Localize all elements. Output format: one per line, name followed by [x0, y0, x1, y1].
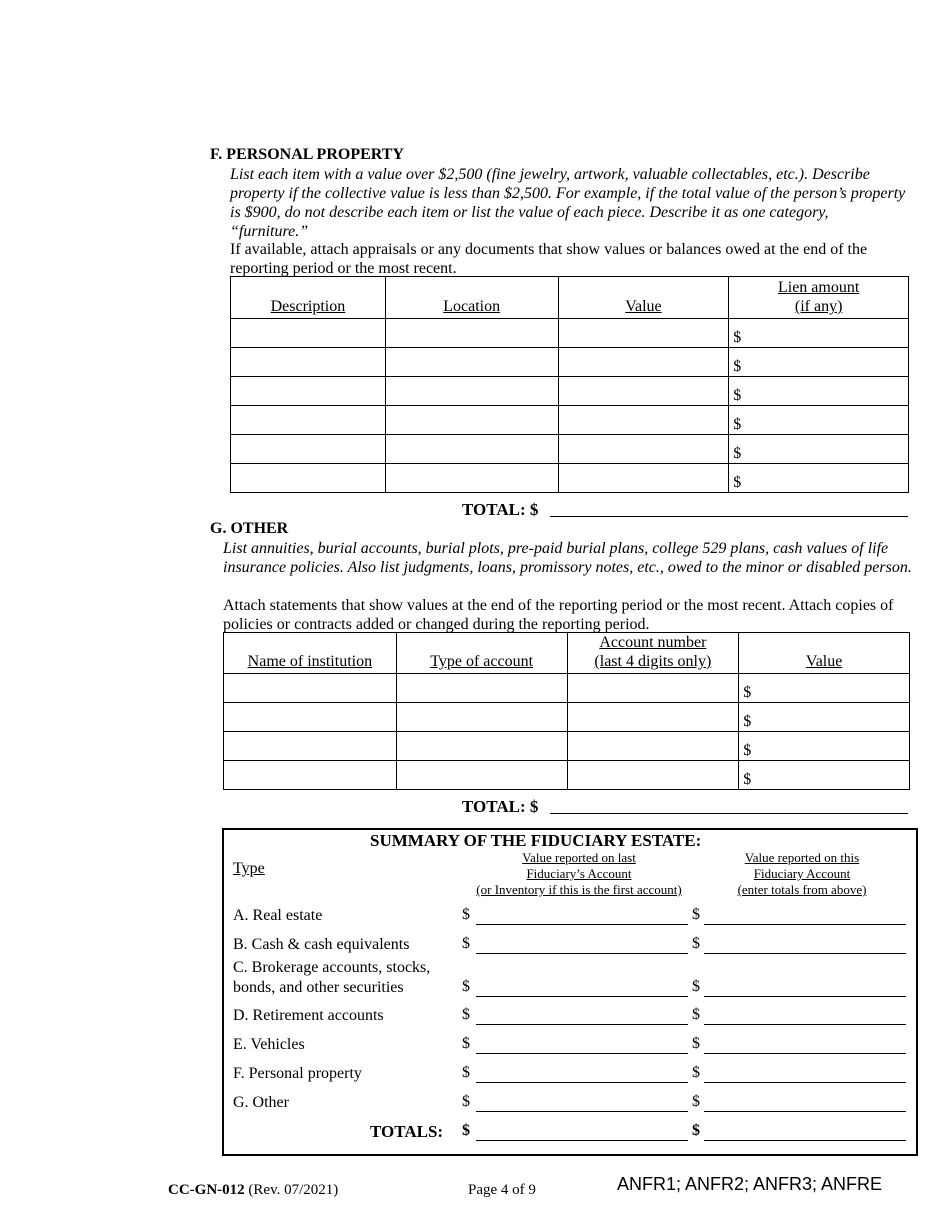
table-row [231, 406, 909, 435]
value-cell[interactable] [558, 464, 729, 493]
value-cell[interactable] [558, 319, 729, 348]
header-location: Location [385, 277, 558, 319]
account-number-cell[interactable] [567, 761, 739, 790]
header-account-type: Type of account [396, 633, 567, 674]
summary-row-label: B. Cash & cash equivalents [233, 936, 410, 953]
account-number-cell[interactable] [567, 732, 739, 761]
section-g-title: G. OTHER [210, 520, 289, 537]
summary-row-label: F. Personal property [233, 1065, 362, 1082]
totals-dollar-sign: $ [692, 1122, 700, 1139]
location-cell[interactable] [385, 464, 558, 493]
value-cell[interactable] [558, 406, 729, 435]
table-row [224, 761, 910, 790]
account-type-cell[interactable] [396, 761, 567, 790]
value-cell[interactable] [558, 377, 729, 406]
dollar-sign: $ [692, 935, 700, 952]
dollar-sign: $ [462, 1093, 470, 1110]
description-cell[interactable] [231, 435, 386, 464]
section-g-instruction-italic: List annuities, burial accounts, burial plots, pre-paid burial plans, college 529 plans, cash values of life insurance policies. Also list judgments, loans, promissory notes, etc., owed to the minor or disabled person. [223, 540, 912, 576]
institution-cell[interactable] [224, 732, 397, 761]
table-header-row [231, 277, 909, 319]
lien-cell[interactable]: $ [729, 348, 909, 377]
location-cell[interactable] [385, 348, 558, 377]
summary-row-label: C. Brokerage accounts, stocks, bonds, and other securities [233, 959, 431, 996]
section-f-title: F. PERSONAL PROPERTY [210, 146, 404, 163]
section-g-instruction: Attach statements that show values at the end of the reporting period or the most recent. Attach copies of policies or contracts added or changed during the reporting period. [223, 597, 894, 633]
section-f-total-field[interactable] [550, 516, 908, 517]
lien-cell[interactable]: $ [729, 319, 909, 348]
account-number-cell[interactable] [567, 703, 739, 732]
dollar-sign: $ [462, 978, 470, 995]
summary-this-value-field[interactable] [704, 1024, 906, 1025]
summary-row-label: G. Other [233, 1094, 289, 1111]
header-description: Description [231, 277, 386, 319]
table-row [224, 674, 910, 703]
value-cell[interactable] [558, 435, 729, 464]
location-cell[interactable] [385, 319, 558, 348]
dollar-sign: $ [692, 1064, 700, 1081]
summary-title: SUMMARY OF THE FIDUCIARY ESTATE: [370, 831, 702, 850]
dollar-sign: $ [462, 1064, 470, 1081]
summary-last-value-field[interactable] [476, 953, 688, 954]
account-type-cell[interactable] [396, 703, 567, 732]
lien-cell[interactable]: $ [729, 406, 909, 435]
value-cell[interactable]: $ [739, 703, 910, 732]
summary-col2-header: Value reported on this Fiduciary Account (enter totals from above) [737, 850, 867, 897]
totals-this-value-field[interactable] [704, 1140, 906, 1141]
account-type-cell[interactable] [396, 674, 567, 703]
location-cell[interactable] [385, 435, 558, 464]
lien-cell[interactable]: $ [729, 377, 909, 406]
form-revision: (Rev. 07/2021) [248, 1182, 339, 1198]
value-cell[interactable]: $ [739, 674, 910, 703]
page-number: Page 4 of 9 [468, 1182, 536, 1198]
summary-row-label: D. Retirement accounts [233, 1007, 384, 1024]
summary-this-value-field[interactable] [704, 996, 906, 997]
summary-this-value-field[interactable] [704, 1082, 906, 1083]
dollar-sign: $ [692, 906, 700, 923]
account-number-cell[interactable] [567, 674, 739, 703]
dollar-sign: $ [692, 978, 700, 995]
summary-last-value-field[interactable] [476, 1082, 688, 1083]
footer-codes: ANFR1; ANFR2; ANFR3; ANFRE [617, 1174, 883, 1194]
description-cell[interactable] [231, 348, 386, 377]
dollar-sign: $ [462, 1035, 470, 1052]
summary-row-label: A. Real estate [233, 907, 323, 924]
summary-this-value-field[interactable] [704, 924, 906, 925]
summary-row-label: E. Vehicles [233, 1036, 305, 1053]
table-row [224, 703, 910, 732]
dollar-sign: $ [462, 935, 470, 952]
section-f-total-label: TOTAL: $ [462, 500, 539, 519]
description-cell[interactable] [231, 377, 386, 406]
summary-last-value-field[interactable] [476, 1111, 688, 1112]
summary-box [222, 828, 918, 1156]
header-value: Value [739, 633, 910, 674]
footer-form-id [168, 1182, 338, 1199]
other-assets-table [223, 632, 910, 790]
summary-this-value-field[interactable] [704, 1111, 906, 1112]
table-row [231, 348, 909, 377]
header-institution: Name of institution [224, 633, 397, 674]
summary-last-value-field[interactable] [476, 996, 688, 997]
value-cell[interactable] [558, 348, 729, 377]
personal-property-table [230, 276, 909, 493]
summary-totals-label: TOTALS: [370, 1122, 444, 1141]
summary-this-value-field[interactable] [704, 953, 906, 954]
summary-type-header: Type [233, 860, 265, 877]
table-row [231, 464, 909, 493]
dollar-sign: $ [462, 1006, 470, 1023]
table-row [231, 435, 909, 464]
table-row [231, 319, 909, 348]
location-cell[interactable] [385, 377, 558, 406]
summary-col1-header: Value reported on last Fiduciary’s Account (or Inventory if this is the first account) [476, 850, 682, 897]
institution-cell[interactable] [224, 674, 397, 703]
summary-last-value-field[interactable] [476, 924, 688, 925]
dollar-sign: $ [692, 1006, 700, 1023]
section-f-instruction-italic: List each item with a value over $2,500 (fine jewelry, artwork, valuable collectables, etc.). Describe property if the collective value is less than $2,500. For example, if the total value of the person’s property is $900, do not describe each item or list the value of each piece. Describe it as one category, “furniture.” [230, 166, 906, 240]
totals-last-value-field[interactable] [476, 1140, 688, 1141]
value-cell[interactable]: $ [739, 732, 910, 761]
summary-this-value-field[interactable] [704, 1053, 906, 1054]
description-cell[interactable] [231, 464, 386, 493]
section-g-total-field[interactable] [550, 813, 908, 814]
description-cell[interactable] [231, 406, 386, 435]
description-cell[interactable] [231, 319, 386, 348]
form-code: CC-GN-012 [168, 1182, 245, 1198]
header-value: Value [558, 277, 729, 319]
summary-last-value-field[interactable] [476, 1053, 688, 1054]
header-account-number: Account number (last 4 digits only) [567, 633, 739, 674]
table-row [224, 732, 910, 761]
table-row [231, 377, 909, 406]
lien-cell[interactable]: $ [729, 464, 909, 493]
institution-cell[interactable] [224, 703, 397, 732]
dollar-sign: $ [692, 1093, 700, 1110]
location-cell[interactable] [385, 406, 558, 435]
institution-cell[interactable] [224, 761, 397, 790]
value-cell[interactable]: $ [739, 761, 910, 790]
section-g-total-label: TOTAL: $ [462, 797, 539, 816]
header-lien-amount: Lien amount (if any) [729, 277, 909, 319]
dollar-sign: $ [692, 1035, 700, 1052]
dollar-sign: $ [462, 906, 470, 923]
totals-dollar-sign: $ [462, 1122, 470, 1139]
lien-cell[interactable]: $ [729, 435, 909, 464]
account-type-cell[interactable] [396, 732, 567, 761]
summary-last-value-field[interactable] [476, 1024, 688, 1025]
table-header-row [224, 633, 910, 674]
section-f-instruction: If available, attach appraisals or any documents that show values or balances owed at the end of the reporting period or the most recent. [230, 241, 868, 277]
